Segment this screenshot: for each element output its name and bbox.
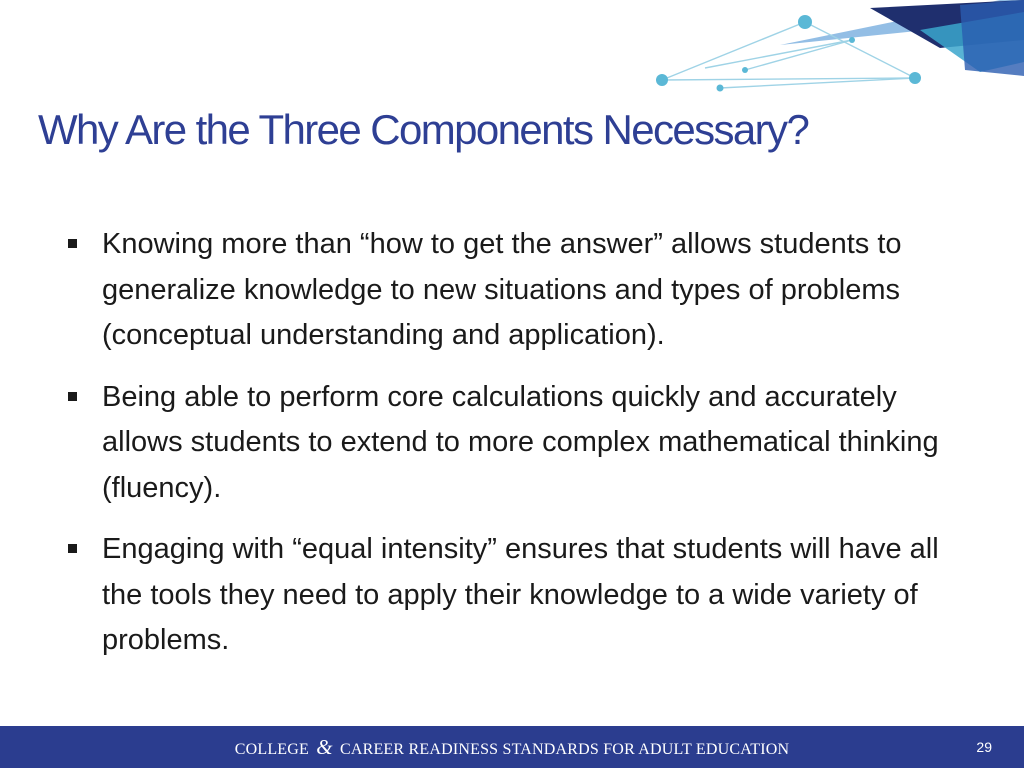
- slide-title: Why Are the Three Components Necessary?: [38, 106, 809, 153]
- deco-triangle-blue: [960, 0, 1024, 76]
- deco-triangle-dark: [870, 0, 1024, 48]
- bullet-item: [64, 375, 974, 512]
- bullet-item: [64, 527, 974, 664]
- network-graphic: [0, 0, 1024, 110]
- footer-title-part2: CAREER READINESS STANDARDS FOR ADULT EDUCATION: [339, 741, 790, 758]
- page-number: 29: [976, 739, 992, 755]
- deco-lines: [662, 22, 915, 88]
- footer-title: [0, 726, 1024, 768]
- bullet-text: Being able to perform core calculations quickly and accurately allows students to extend to more complex mathematical thinking (fluency).: [102, 380, 939, 504]
- square-bullet-icon: [68, 392, 77, 401]
- deco-triangle-light: [780, 0, 1024, 45]
- deco-triangle-teal: [920, 12, 1024, 72]
- footer-bar: [0, 726, 1024, 768]
- footer-ampersand: &: [316, 735, 333, 759]
- bullet-item: [64, 222, 974, 359]
- square-bullet-icon: [68, 544, 77, 553]
- bullet-list: [64, 222, 974, 680]
- deco-nodes: [656, 15, 921, 92]
- square-bullet-icon: [68, 239, 77, 248]
- bullet-text: Knowing more than “how to get the answer” allows students to generalize knowledge to new situations and types of problems (conceptual understanding and application).: [102, 228, 902, 351]
- bullet-text: Engaging with “equal intensity” ensures that students will have all the tools they need to apply their knowledge to a wide variety of problems.: [102, 533, 939, 656]
- footer-title-part1: COLLEGE: [234, 741, 309, 758]
